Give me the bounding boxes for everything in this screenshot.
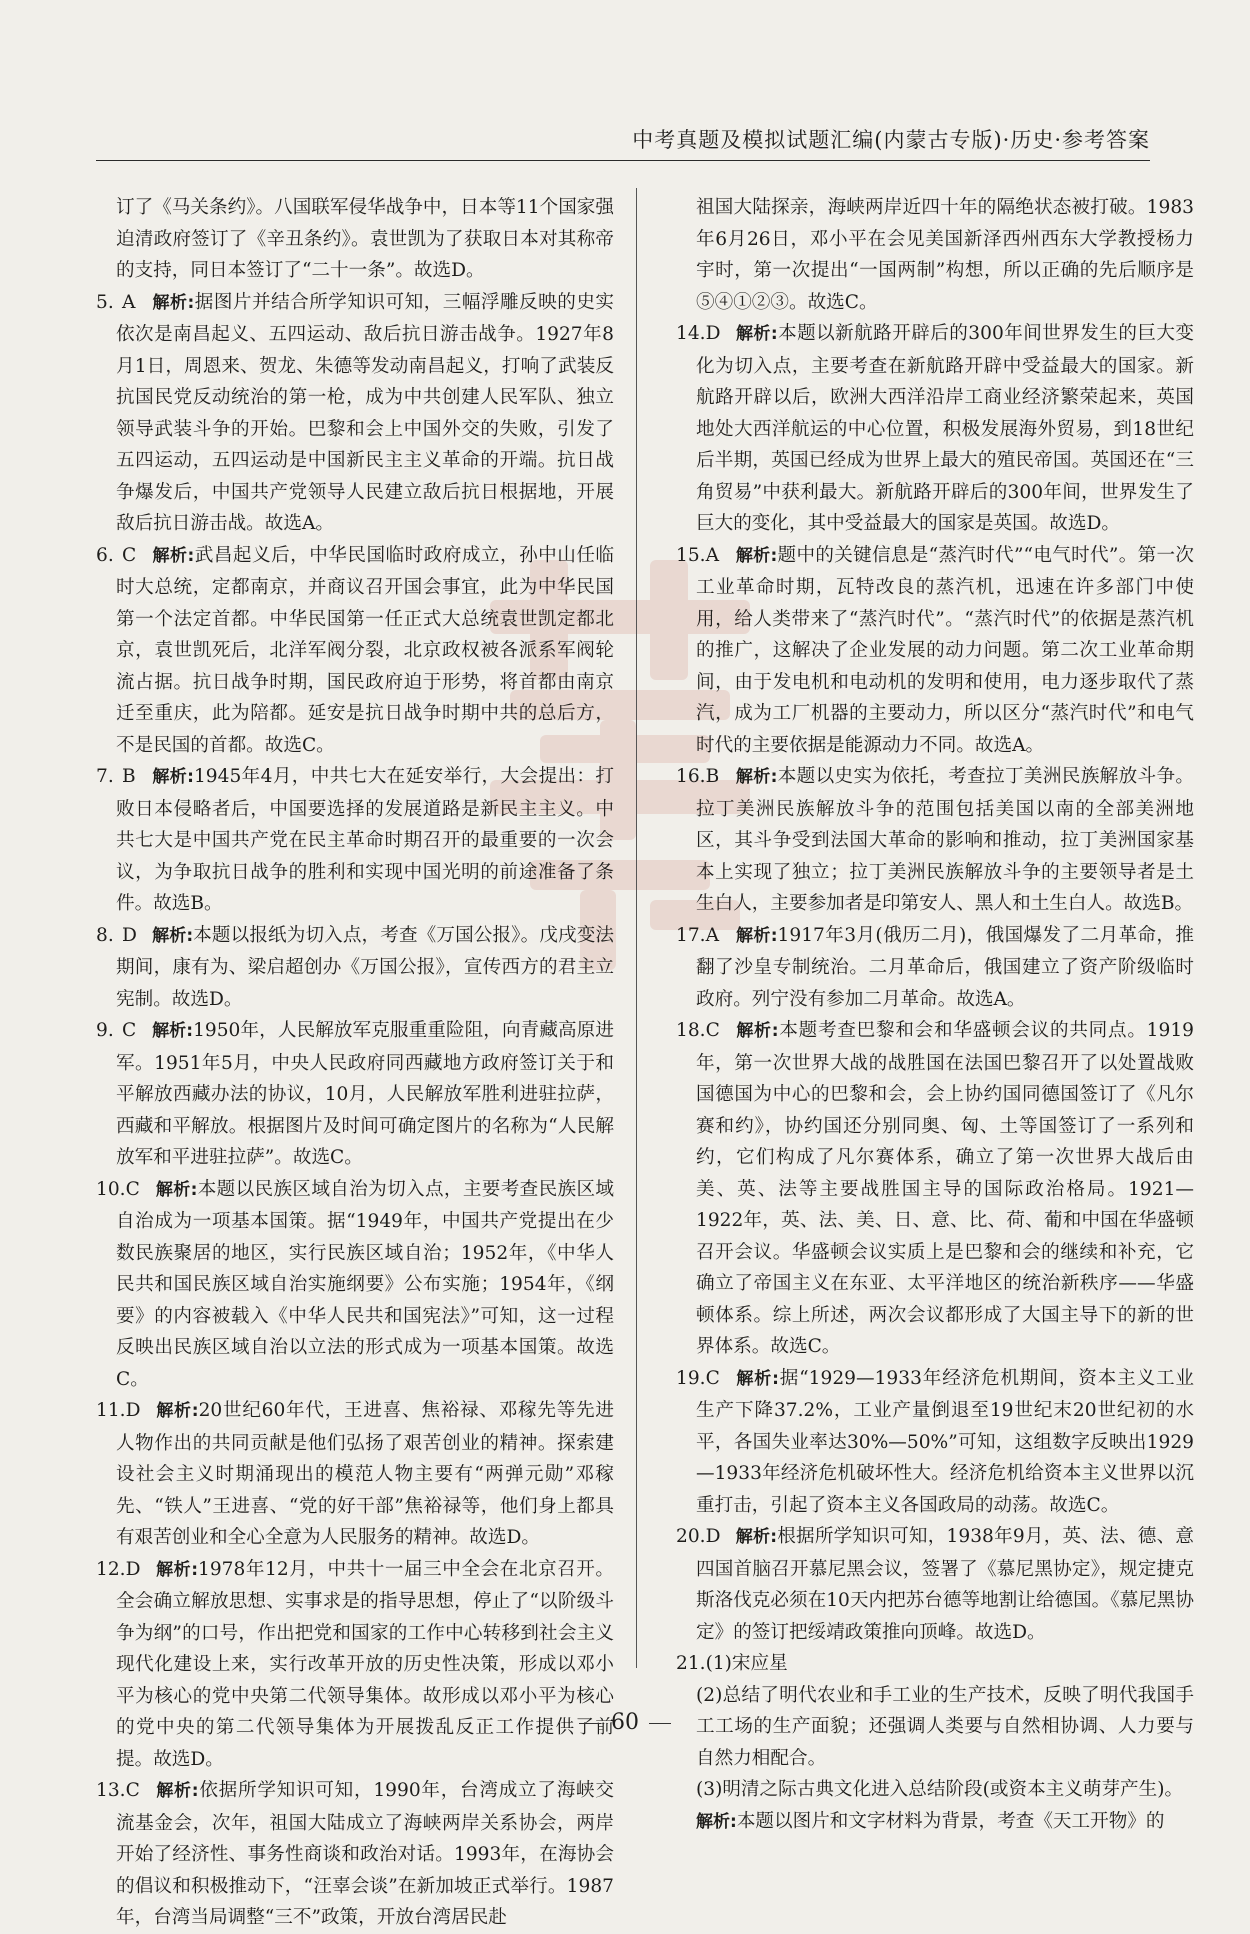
answer-text: 1917年3月(俄历二月)，俄国爆发了二月革命，推翻了沙皇专制统治。二月革命后，俄国建立了资产阶级临时政府。列宁没有参加二月革命。故选A。	[696, 924, 1194, 1010]
answer-item	[676, 318, 1194, 540]
answer-text: 依据所学知识可知，1990年，台湾成立了海峡交流基金会，次年，祖国大陆成立了海峡两岸关系协会，两岸开始了经济性、事务性商谈和政治对话。1993年，在海协会的倡议和积极推动下，“汪辜会谈”在新加坡正式举行。1987年，台湾当局调整“三不”政策，开放台湾居民赴	[116, 1780, 614, 1928]
answer-text: 1978年12月，中共十一届三中全会在北京召开。全会确立解放思想、实事求是的指导思想，停止了“以阶级斗争为纲”的口号，作出把党和国家的工作中心转移到社会主义现代化建设上来，实行改革开放的历史性决策，形成以邓小平为核心的党中央第二代领导集体。故形成以邓小平为核心的党中央的第二代领导集体为开展拨乱反正工作提供了前提。故选D。	[116, 1558, 614, 1770]
answer-choice: A	[705, 924, 720, 946]
answer-text: 1945年4月，中共七大在延安举行，大会提出：打败日本侵略者后，中国要选择的发展道路是新民主主义。中共七大是中国共产党在民主革命时期召开的最重要的一次会议，为争取抗日战争的胜利和实现中国光明的前途准备了条件。故选B。	[116, 766, 614, 914]
answer-item	[96, 1395, 614, 1554]
question-number: 8.	[96, 924, 114, 946]
answer-item	[96, 761, 614, 920]
page-footer	[0, 1710, 1250, 1735]
analysis-label: 解析:	[735, 1021, 779, 1041]
analysis-label: 解析:	[152, 925, 194, 946]
answer-text: 本题以报纸为切入点，考查《万国公报》。戊戌变法期间，康有为、梁启超创办《万国公报》，宣传西方的君主立宪制。故选D。	[116, 924, 614, 1010]
question-number: 5.	[96, 291, 114, 313]
question-number: 16.	[676, 766, 706, 787]
answer-text: 本题以民族区域自治为切入点，主要考查民族区域自治成为一项基本国策。据“1949年，中国共产党提出在少数民族聚居的地区，实行民族区域自治；1952年，《中华人民共和国民族区域自治实施纲要》公布实施；1954年，《纲要》的内容被载入《中华人民共和国宪法》”可知，这一过程反映出民族区域自治以立法的形式成为一项基本国策。故选C。	[116, 1178, 614, 1390]
answer-item	[676, 1521, 1194, 1648]
footer-dash-right	[649, 1723, 671, 1724]
question-number: 20.	[676, 1526, 706, 1547]
answer-text: (3)明清之际古典文化进入总结阶段(或资本主义萌芽产生)。	[696, 1779, 1184, 1800]
answer-text: 本题以史实为依托，考查拉丁美洲民族解放斗争。拉丁美洲民族解放斗争的范围包括美国以南的全部美洲地区，其斗争受到法国大革命的影响和推动，拉丁美洲国家基本上实现了独立；拉丁美洲民族解放斗争的主要领导者是土生白人，主要参加者是印第安人、黑人和土生白人。故选B。	[696, 766, 1194, 914]
answer-text: 本题考查巴黎和会和华盛顿会议的共同点。1919年，第一次世界大战的战胜国在法国巴黎召开了以处置战败国德国为中心的巴黎和会，会上协约国同德国签订了《凡尔赛和约》，协约国还分别同奥、匈、土等国签订了一系列和约，它们构成了凡尔赛体系，确立了第一次世界大战后由美、英、法等主要战胜国主导的国际政治格局。1921—1922年，英、法、美、日、意、比、荷、葡和中国在华盛顿召开会议。华盛顿会议实质上是巴黎和会的继续和补充，它确立了帝国主义在东亚、太平洋地区的统治新秩序——华盛顿体系。综上所述，两次会议都形成了大国主导下的新的世界体系。故选C。	[696, 1020, 1194, 1357]
footer-dash-left	[579, 1723, 601, 1724]
analysis-label: 解析:	[152, 767, 194, 787]
answer-choice: A	[705, 544, 720, 566]
answer-item	[676, 761, 1194, 920]
answer-item	[96, 287, 614, 540]
question-number: 12.	[96, 1558, 126, 1580]
analysis-label: 解析:	[152, 292, 195, 313]
question-number: 18.	[676, 1020, 706, 1041]
analysis-label: 解析:	[735, 767, 778, 787]
answer-choice: C	[705, 1020, 720, 1041]
answer-item	[676, 1648, 1194, 1680]
answer-choice: D	[705, 1526, 721, 1547]
question-number: 15.	[676, 544, 706, 566]
answer-text: 本题以图片和文字材料为背景，考查《天工开物》的	[736, 1810, 1165, 1832]
answer-item	[676, 540, 1194, 762]
answer-choice: D	[122, 924, 137, 946]
analysis-label: 解析:	[735, 925, 778, 946]
answer-text: 据图片并结合所学知识可知，三幅浮雕反映的史实依次是南昌起义、五四运动、敌后抗日游击战争。1927年8月1日，周恩来、贺龙、朱德等发动南昌起义，打响了武装反抗国民党反动统治的第一枪，成为中共创建人民军队、独立领导武装斗争的开始。巴黎和会上中国外交的失败，引发了五四运动，五四运动是中国新民主主义革命的开端。抗日战争爆发后，中国共产党领导人民建立敌后抗日根据地，开展敌后抗日游击战。故选A。	[116, 291, 614, 534]
answer-text: 武昌起义后，中华民国临时政府成立，孙中山任临时大总统，定都南京，并商议召开国会事宜，此为中华民国第一个法定首都。中华民国第一任正式大总统袁世凯定都北京，袁世凯死后，北洋军阀分裂，北京政权被各派系军阀轮流占据。抗日战争时期，国民政府迫于形势，将首都由南京迁至重庆，此为陪都。延安是抗日战争时期中共的总后方，不是民国的首都。故选C。	[116, 544, 614, 756]
question-number: 17.	[676, 924, 706, 946]
right-column	[676, 192, 1194, 1838]
question-number: 10.	[96, 1178, 126, 1200]
analysis-label: 解析:	[735, 545, 778, 566]
answer-text: 据“1929—1933年经济危机期间，资本主义工业生产下降37.2%，工业产量倒退至19世纪末20世纪初的水平，各国失业率达30%—50%”可知，这组数字反映出1929—1933年经济危机破坏性大。经济危机给资本主义世界以沉重打击，引起了资本主义各国政局的动荡。故选C。	[696, 1367, 1194, 1516]
answer-item	[96, 1775, 614, 1934]
header-title: 中考真题及模拟试题汇编(内蒙古专版)·历史·参考答案	[632, 128, 1150, 152]
answer-text: 1950年，人民解放军克服重重险阻，向青藏高原进军。1951年5月，中央人民政府同西藏地方政府签订关于和平解放西藏办法的协议，10月，人民解放军胜利进驻拉萨，西藏和平解放。根据图片及时间可确定图片的名称为“人民解放军和平进驻拉萨”。故选C。	[116, 1020, 614, 1168]
answer-choice: C	[125, 1780, 140, 1801]
answer-item	[96, 540, 614, 762]
left-column	[96, 192, 614, 1934]
column-divider	[636, 188, 637, 1668]
answer-text: 20世纪60年代，王进喜、焦裕禄、邓稼先等先进人物作出的共同贡献是他们弘扬了艰苦创业的精神。探索建设社会主义时期涌现出的模范人物主要有“两弹元勋”邓稼先、“铁人”王进喜、“党的好干部”焦裕禄等，他们身上都具有艰苦创业和全心全意为人民服务的精神。故选D。	[116, 1400, 614, 1548]
question-number: 9.	[96, 1020, 114, 1041]
question-number: 11.	[96, 1400, 126, 1421]
answer-text: 祖国大陆探亲，海峡两岸近四十年的隔绝状态被打破。1983年6月26日，邓小平在会见美国新泽西州西东大学教授杨力宇时，第一次提出“一国两制”构想，所以正确的先后顺序是⑤④①②③。故选C。	[696, 197, 1194, 313]
answer-text: (1)宋应星	[705, 1653, 788, 1674]
analysis-label: 解析:	[152, 1021, 194, 1041]
analysis-label: 解析:	[735, 1527, 778, 1547]
answer-text: (2)总结了明代农业和手工业的生产技术，反映了明代我国手工工场的生产面貌；还强调人类要与自然相协调、人力要与自然力相配合。	[696, 1684, 1194, 1769]
analysis-label: 解析:	[155, 1401, 199, 1421]
question-number: 21.	[676, 1653, 706, 1674]
analysis-label: 解析:	[696, 1811, 737, 1832]
answer-choice: C	[125, 1178, 140, 1200]
answer-item	[676, 1015, 1194, 1363]
question-number: 6.	[96, 544, 114, 566]
page-header	[96, 124, 1150, 154]
analysis-label: 解析:	[155, 1559, 199, 1580]
header-rule	[96, 160, 1150, 161]
sub-analysis	[676, 1806, 1194, 1839]
answer-text: 题中的关键信息是“蒸汽时代”“电气时代”。第一次工业革命时期，瓦特改良的蒸汽机，迅速在许多部门中使用，给人类带来了“蒸汽时代”。“蒸汽时代”的依据是蒸汽机的推广，这解决了企业发展的动力问题。第二次工业革命期间，由于发电机和电动机的发明和使用，电力逐步取代了蒸汽，成为工厂机器的主要动力，所以区分“蒸汽时代”和电气时代的主要依据是能源动力不同。故选A。	[696, 544, 1194, 756]
analysis-label: 解析:	[155, 1781, 199, 1801]
answer-item	[96, 1174, 614, 1396]
answer-item	[96, 1015, 614, 1174]
answer-choice: B	[705, 766, 720, 787]
analysis-label: 解析:	[735, 1368, 779, 1389]
answer-choice: C	[122, 544, 137, 566]
answer-choice: D	[125, 1400, 141, 1421]
answer-choice: B	[122, 766, 136, 787]
question-number: 19.	[676, 1367, 706, 1389]
answer-choice: A	[122, 291, 136, 313]
answer-item	[96, 920, 614, 1016]
answer-choice: D	[705, 323, 721, 344]
question-number: 7.	[96, 766, 114, 787]
analysis-label: 解析:	[155, 1179, 198, 1200]
analysis-label: 解析:	[735, 324, 778, 344]
analysis-label: 解析:	[152, 545, 195, 566]
answer-item	[96, 1554, 614, 1776]
answer-item	[676, 1363, 1194, 1522]
sub-answer	[676, 1774, 1194, 1806]
question-number: 14.	[676, 323, 706, 344]
answer-continuation	[676, 192, 1194, 318]
answer-choice: D	[125, 1558, 141, 1580]
answer-text: 本题以新航路开辟后的300年间世界发生的巨大变化为切入点，主要考查在新航路开辟中受益最大的国家。新航路开辟以后，欧洲大西洋沿岸工商业经济繁荣起来，英国地处大西洋航运的中心位置，积极发展海外贸易，到18世纪后半期，英国已经成为世界上最大的殖民帝国。英国还在“三角贸易”中获利最大。新航路开辟后的300年间，世界发生了巨大的变化，其中受益最大的国家是英国。故选D。	[696, 323, 1194, 534]
answer-choice: C	[705, 1367, 720, 1389]
answer-item	[676, 920, 1194, 1016]
answer-text: 根据所学知识可知，1938年9月，英、法、德、意四国首脑召开慕尼黑会议，签署了《慕尼黑协定》，规定捷克斯洛伐克必须在10天内把苏台德等地割让给德国。《慕尼黑协定》的签订把绥靖政策推向顶峰。故选D。	[696, 1526, 1194, 1643]
question-number: 13.	[96, 1780, 126, 1801]
answer-continuation	[96, 192, 614, 287]
answer-text: 订了《马关条约》。八国联军侵华战争中，日本等11个国家强迫清政府签订了《辛丑条约》。袁世凯为了获取日本对其称帝的支持，同日本签订了“二十一条”。故选D。	[116, 197, 614, 281]
page-number: 60	[611, 1710, 639, 1735]
answer-choice: C	[122, 1020, 137, 1041]
